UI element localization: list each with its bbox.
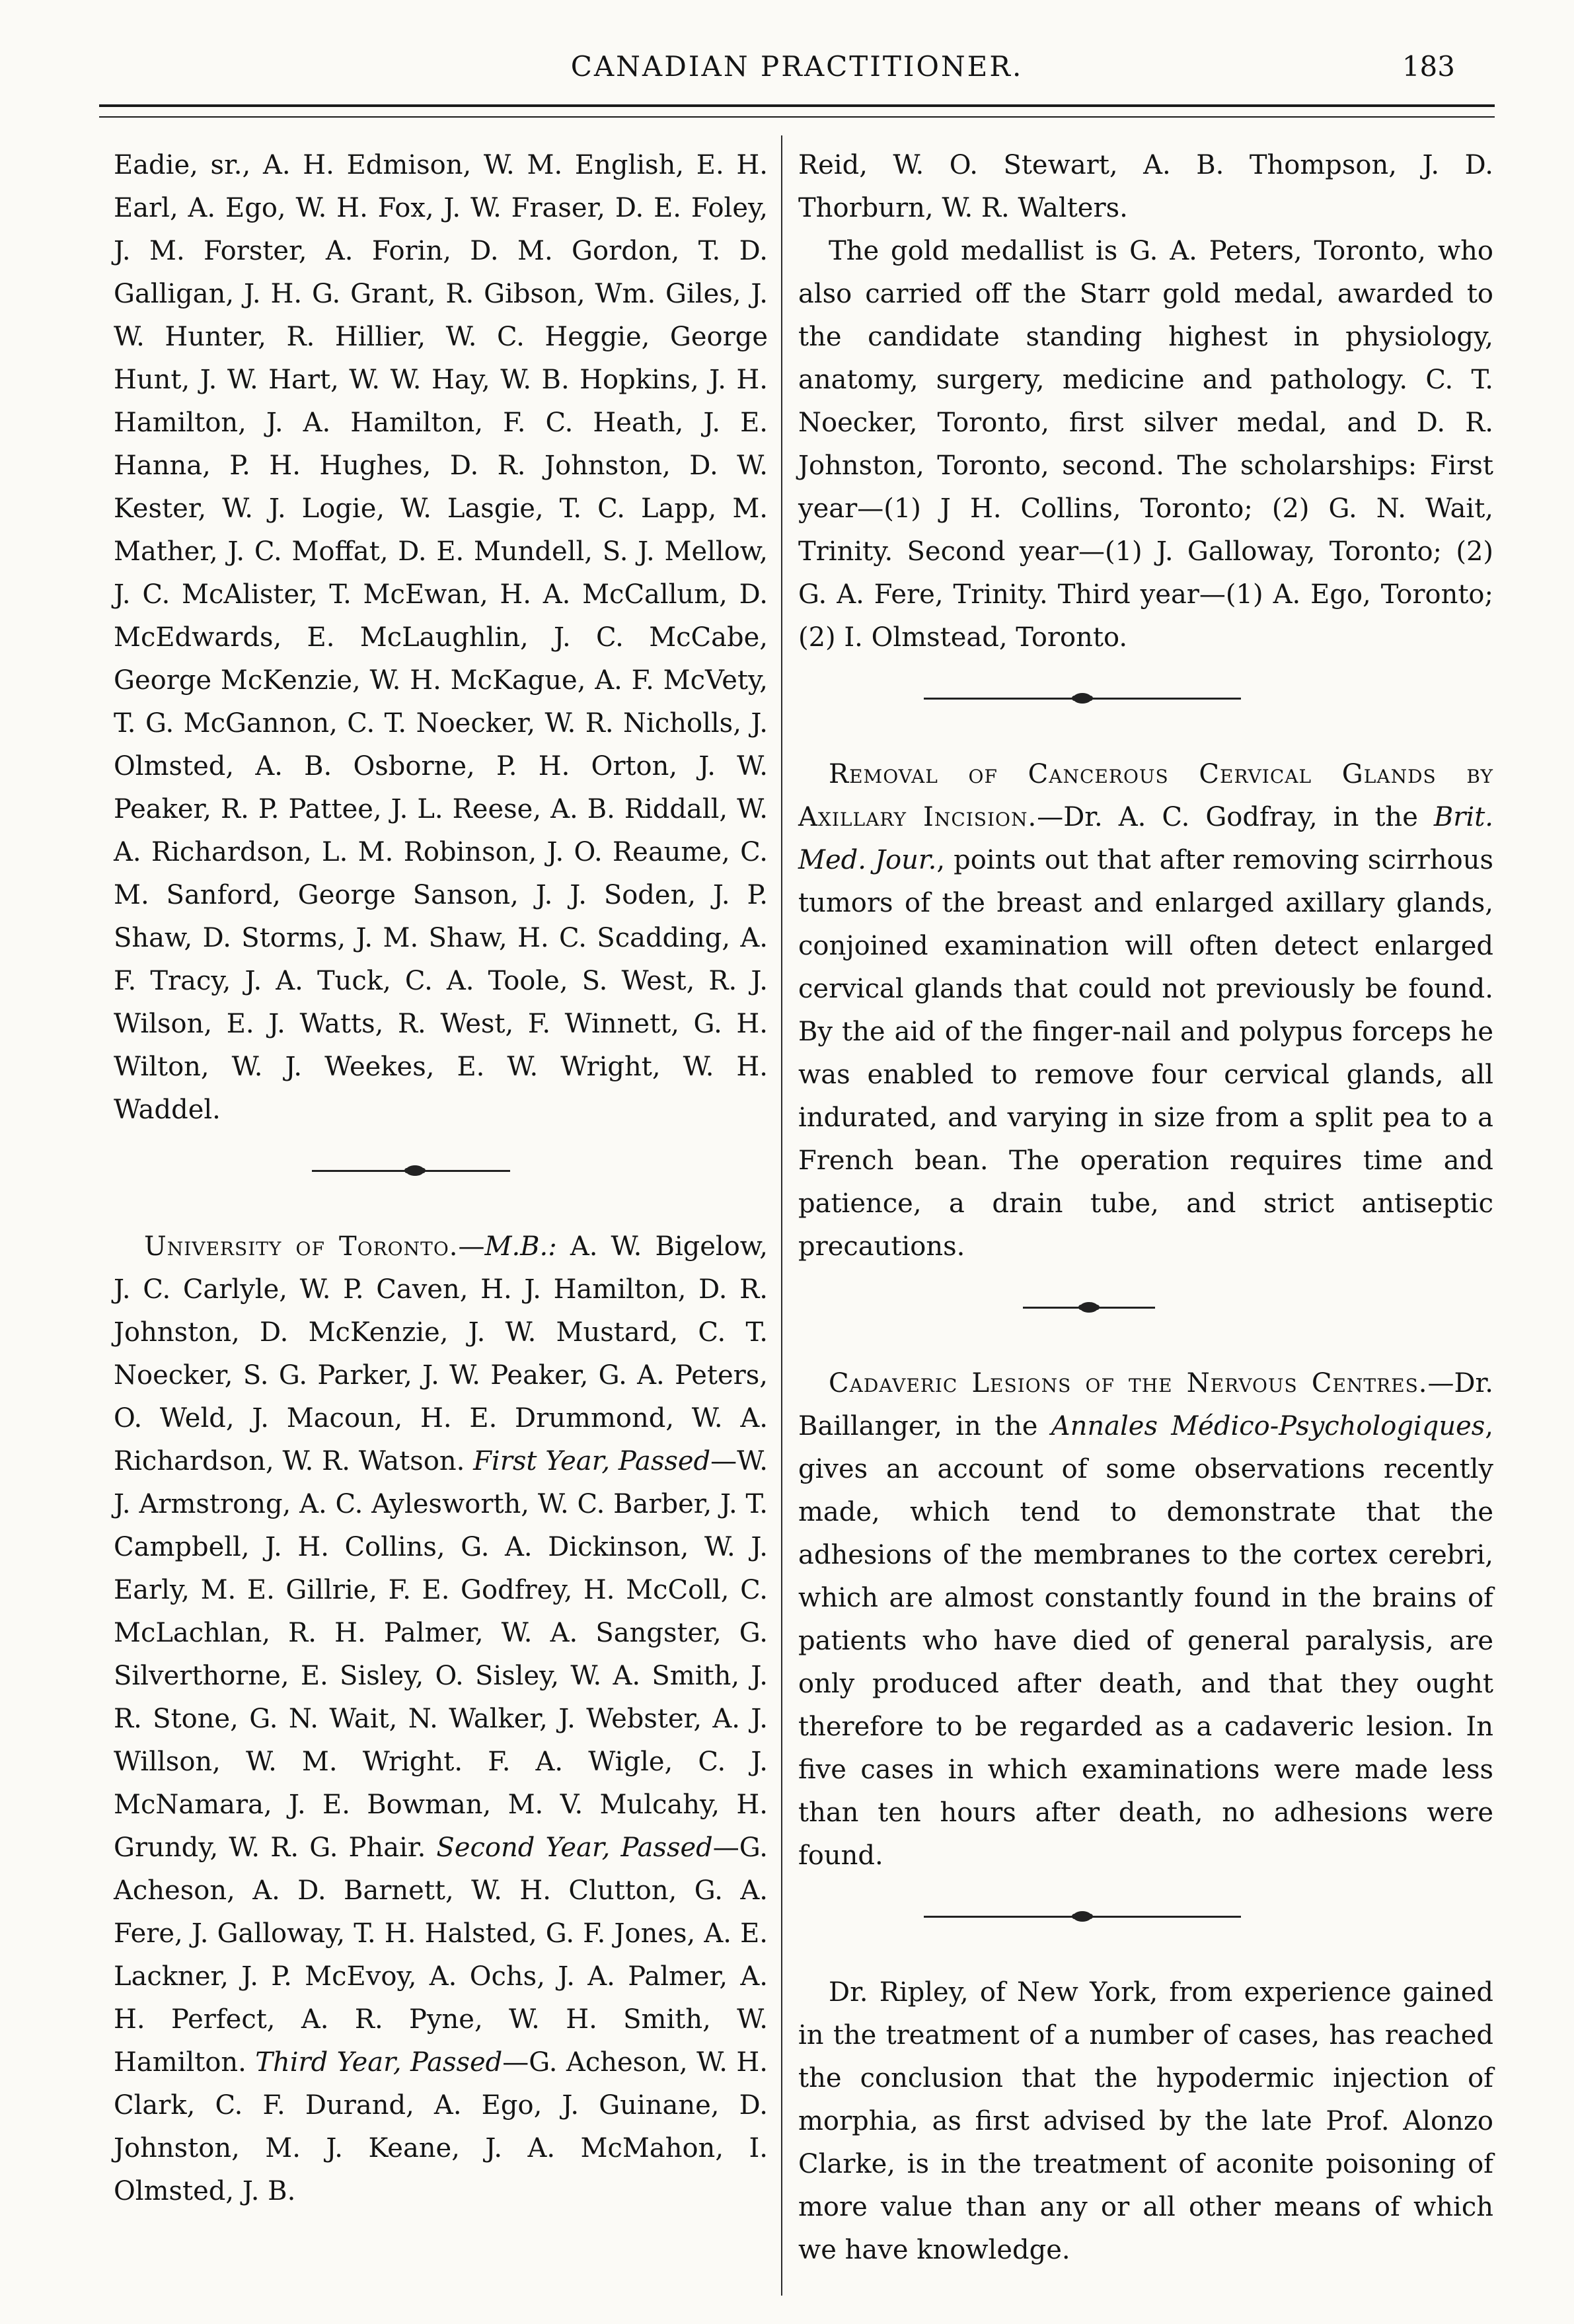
section-heading-university: University of Toronto. — [144, 1231, 459, 1262]
section-divider-ornament — [114, 1151, 768, 1191]
cadaveric-text-b: , gives an account of some observations recently made, which tend to demonstrate that the adhesions of the membranes to the cortex cerebri, which are almost constantly found in the brains of patients who have died of general paralysis, are only produced after death, and that they ought therefore to be regarded as a cadaveric lesion. In five cases in which examinations were made less than ten hours after death, no adhesions were found. — [798, 1411, 1493, 1871]
section-divider-ornament — [798, 1897, 1493, 1937]
ripley-paragraph: Dr. Ripley, of New York, from experience gained in the treatment of a number of cases, has reached the conclusion that the hypodermic injection of morphia, as first advised by the late Prof. Alonzo Clarke, is in the treatment of aconite poisoning of more value than any or all other means of which we have knowledge. — [798, 1977, 1493, 2265]
page-number: 183 — [1402, 50, 1455, 83]
mb-graduates: A. W. Bigelow, J. C. Carlyle, W. P. Caven, H. J. Hamilton, D. R. Johnston, D. McKenzie, J. W. Mustard, C. T. Noecker, S. G. Parker, J. W. Peaker, G. A. Peters, O. Weld, J. Macoun, H. E. Drummond, W. A. Richardson, W. R. Watson. — [114, 1231, 768, 1476]
column-divider — [781, 135, 782, 2296]
university-of-toronto-paragraph: University of Toronto.—M.B.: A. W. Bigelow, J. C. Carlyle, W. P. Caven, H. J. Hamilton, D. R. Johnston, D. McKenzie, J. W. Mustard, C. T. Noecker, S. G. Parker, J. W. Peaker, G. A. Peters, O. Weld, J. Macoun, H. E. Drummond, W. A. Richardson, W. R. Watson. First Year, Passed—W. J. Armstrong, A. C. Aylesworth, W. C. Barber, J. T. Campbell, J. H. Collins, G. A. Dickinson, W. J. Early, M. E. Gillrie, F. E. Godfrey, H. McColl, C. McLachlan, R. H. Palmer, W. A. Sangster, G. Silverthorne, E. Sisley, O. Sisley, W. A. Smith, J. R. Stone, G. N. Wait, N. Walker, J. Webster, A. J. Willson, W. M. Wright. F. A. Wigle, C. J. McNamara, J. E. Bowman, M. V. Mulcahy, H. Grundy, W. R. G. Phair. Second Year, Passed—G. Acheson, A. D. Barnett, W. H. Clutton, G. A. Fere, J. Galloway, T. H. Halsted, G. F. Jones, A. E. Lackner, J. P. McEvoy, A. Ochs, J. A. Palmer, A. H. Perfect, A. R. Pyne, W. H. Smith, W. Hamilton. Third Year, Passed—G. Acheson, W. H. Clark, C. F. Durand, A. Ego, J. Guinane, D. Johnston, M. J. Keane, J. A. McMahon, I. Olmsted, J. B. — [114, 1231, 768, 2206]
removal-text-a: —Dr. A. C. Godfray, in the — [1037, 802, 1434, 832]
article-heading-cadaveric: Cadaveric Lesions of the Nervous Centres. — [829, 1368, 1428, 1398]
first-year-label: First Year, Passed — [473, 1446, 711, 1476]
second-year-list: —G. Acheson, A. D. Barnett, W. H. Clutton, G. A. Fere, J. Galloway, T. H. Halsted, G. F. Jones, A. E. Lackner, J. P. McEvoy, A. Ochs, J. A. Palmer, A. H. Perfect, A. R. Pyne, W. H. Smith, W. Hamilton. — [114, 1833, 768, 2078]
left-column — [114, 144, 768, 2213]
graduate-list-continued: Eadie, sr., A. H. Edmison, W. M. English, E. H. Earl, A. Ego, W. H. Fox, J. W. Fraser, D. E. Foley, J. M. Forster, A. Forin, D. M. Gordon, T. D. Galligan, J. H. G. Grant, R. Gibson, Wm. Giles, J. W. Hunter, R. Hillier, W. C. Heggie, George Hunt, J. W. Hart, W. W. Hay, W. B. Hopkins, J. H. Hamilton, J. A. Hamilton, F. C. Heath, J. E. Hanna, P. H. Hughes, D. R. Johnston, D. W. Kester, W. J. Logie, W. Lasgie, T. C. Lapp, M. Mather, J. C. Moffat, D. E. Mundell, S. J. Mellow, J. C. McAlister, T. McEwan, H. A. McCallum, D. McEdwards, E. McLaughlin, J. C. McCabe, George McKenzie, W. H. McKague, A. F. McVety, T. G. McGannon, C. T. Noecker, W. R. Nicholls, J. Olmsted, A. B. Osborne, P. H. Orton, J. W. Peaker, R. P. Pattee, J. L. Reese, A. B. Riddall, W. A. Richardson, L. M. Robinson, J. O. Reaume, C. M. Sanford, George Sanson, J. J. Soden, J. P. Shaw, D. Storms, J. M. Shaw, H. C. Scadding, A. F. Tracy, J. A. Tuck, C. A. Toole, S. West, R. J. Wilson, E. J. Watts, R. West, F. Winnett, G. H. Wilton, W. J. Weekes, E. W. Wright, W. H. Waddel. — [114, 150, 768, 1125]
journal-name-brit-med: Brit. Med. Jour. — [798, 802, 1494, 875]
right-column — [798, 144, 1493, 2272]
journal-name-annales: Annales Médico-Psychologiques — [1051, 1411, 1485, 1441]
cadaveric-text-a: —Dr. Baillanger, in the — [798, 1368, 1493, 1441]
ornament-knot-icon — [1069, 1906, 1096, 1926]
header-rule-thin — [99, 116, 1495, 118]
section-divider-ornament — [798, 1288, 1493, 1328]
removal-article-paragraph — [798, 753, 1493, 1268]
section-divider-ornament — [798, 679, 1493, 719]
third-year-list-continued: Reid, W. O. Stewart, A. B. Thompson, J. D. Thorburn, W. R. Walters. — [798, 150, 1493, 223]
medal-paragraph: The gold medallist is G. A. Peters, Toronto, who also carried off the Starr gold medal, awarded to the candidate standing highest in physiology, anatomy, surgery, medicine and pathology. C. T. Noecker, Toronto, first silver medal, and D. R. Johnston, Toronto, second. The scholarships: First year—(1) J H. Collins, Toronto; (2) G. N. Wait, Trinity. Second year—(1) J. Galloway, Toronto; (2) G. A. Fere, Trinity. Third year—(1) A. Ego, Toronto; (2) I. Olmstead, Toronto. — [798, 236, 1493, 653]
removal-text-b: , points out that after removing scirrhous tumors of the breast and enlarged axillary glands, conjoined examination will often detect enlarged cervical glands that could not previously be found. By the aid of the finger-nail and polypus forceps he was enabled to remove four cervical glands, all indurated, and varying in size from a split pea to a French bean. The operation requires time and patience, a drain tube, and strict antiseptic precautions. — [798, 845, 1494, 1262]
journal-title: CANADIAN PRACTITIONER. — [570, 50, 1024, 83]
third-year-list: —G. Acheson, W. H. Clark, C. F. Durand, A. Ego, J. Guinane, D. Johnston, M. J. Keane, J. A. McMahon, I. Olmsted, J. B. — [114, 2047, 768, 2206]
third-year-label: Third Year, Passed — [255, 2047, 503, 2078]
ornament-knot-icon — [402, 1161, 428, 1180]
degree-label: M.B.: — [484, 1231, 557, 1262]
ornament-knot-icon — [1076, 1297, 1102, 1317]
running-header — [99, 46, 1495, 99]
article-heading-removal: Removal of Cancerous Cervical Glands by Axillary Incision. — [798, 759, 1493, 832]
cadaveric-article-paragraph — [798, 1362, 1493, 1877]
header-rule-thick — [99, 104, 1495, 107]
second-year-label: Second Year, Passed — [436, 1833, 713, 1863]
ornament-knot-icon — [1069, 688, 1096, 708]
first-year-list: —W. J. Armstrong, A. C. Aylesworth, W. C. Barber, J. T. Campbell, J. H. Collins, G. A. Dickinson, W. J. Early, M. E. Gillrie, F. E. Godfrey, H. McColl, C. McLachlan, R. H. Palmer, W. A. Sangster, G. Silverthorne, E. Sisley, O. Sisley, W. A. Smith, J. R. Stone, G. N. Wait, N. Walker, J. Webster, A. J. Willson, W. M. Wright. F. A. Wigle, C. J. McNamara, J. E. Bowman, M. V. Mulcahy, H. Grundy, W. R. G. Phair. — [114, 1446, 768, 1863]
